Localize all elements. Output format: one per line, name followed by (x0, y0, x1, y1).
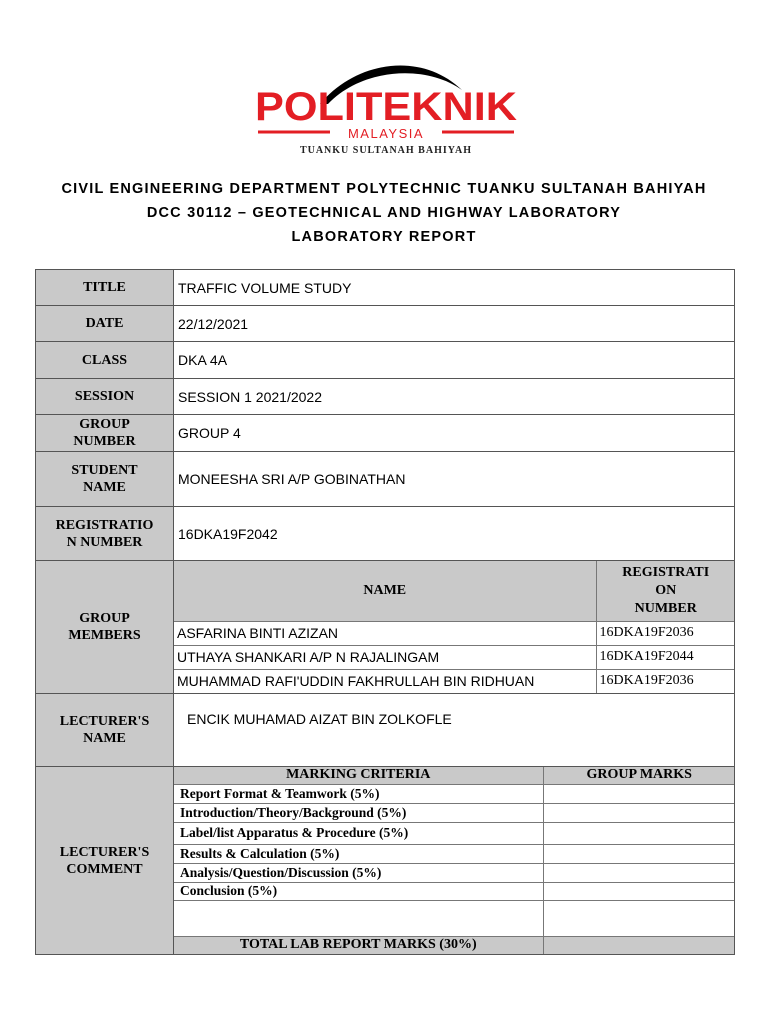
marks-input-cell[interactable] (543, 882, 735, 900)
student-name-row (36, 452, 735, 507)
title-row (36, 270, 735, 306)
criteria-row (174, 863, 735, 882)
member-reg: 16DKA19F2036 (596, 621, 735, 645)
comment-label-line2: COMMENT (66, 861, 143, 877)
group-members-row (36, 561, 735, 694)
session-label: SESSION (36, 379, 174, 415)
registration-label (36, 507, 174, 561)
group-members-label-line1: GROUP (79, 611, 130, 626)
registration-value: 16DKA19F2042 (174, 507, 735, 561)
student-name-value: MONEESHA SRI A/P GOBINATHAN (174, 452, 735, 507)
blank-marks-cell[interactable] (543, 900, 735, 936)
member-row (174, 669, 735, 693)
member-name: MUHAMMAD RAFI'UDDIN FAKHRULLAH BIN RIDHUAN (174, 669, 596, 693)
member-name: ASFARINA BINTI AZIZAN (174, 621, 596, 645)
comment-label-line1: LECTURER'S (59, 844, 150, 860)
date-value: 22/12/2021 (174, 306, 735, 342)
report-cover-table (35, 269, 735, 955)
criteria-label: Label/list Apparatus & Procedure (5%) (174, 822, 543, 844)
marks-input-cell[interactable] (543, 844, 735, 863)
member-reg-header-line2: ON (655, 582, 677, 598)
group-members-label (36, 561, 174, 694)
total-marks-cell[interactable] (543, 936, 735, 954)
group-number-row (36, 415, 735, 452)
criteria-header: MARKING CRITERIA (174, 767, 543, 784)
total-label: TOTAL LAB REPORT MARKS (30%) (174, 936, 543, 954)
date-row (36, 306, 735, 342)
total-row (174, 936, 735, 954)
student-name-label (36, 452, 174, 507)
politeknik-logo (250, 52, 522, 162)
marking-table (174, 767, 735, 954)
logo-campus: TUANKU SULTANAH BAHIYAH (299, 145, 473, 156)
class-value: DKA 4A (174, 342, 735, 379)
group-members-table (174, 561, 735, 693)
lecturer-label-line1: LECTURER'S (59, 714, 150, 729)
group-number-label-line2: NUMBER (73, 434, 136, 449)
group-number-value: GROUP 4 (174, 415, 735, 452)
group-number-label (36, 415, 174, 452)
criteria-label: Report Format & Teamwork (5%) (174, 784, 543, 803)
member-name: UTHAYA SHANKARI A/P N RAJALINGAM (174, 645, 596, 669)
session-row (36, 379, 735, 415)
group-number-label-line1: GROUP (79, 417, 130, 432)
blank-row (174, 900, 735, 936)
criteria-label: Analysis/Question/Discussion (5%) (174, 863, 543, 882)
student-name-label-line2: NAME (83, 480, 126, 495)
members-header-row (174, 561, 735, 621)
marks-input-cell[interactable] (543, 863, 735, 882)
criteria-row (174, 882, 735, 900)
group-members-cell (174, 561, 735, 694)
criteria-label: Conclusion (5%) (174, 882, 543, 900)
heading-course: DCC 30112 – GEOTECHNICAL AND HIGHWAY LABORATORY (146, 205, 622, 221)
comment-row (36, 767, 735, 955)
registration-label-line2: N NUMBER (66, 534, 143, 550)
logo-wordmark: POLITEKNIK (255, 85, 518, 129)
lecturer-row (36, 694, 735, 767)
heading-report: LABORATORY REPORT (291, 229, 477, 245)
criteria-row (174, 803, 735, 822)
marks-input-cell[interactable] (543, 822, 735, 844)
criteria-row (174, 822, 735, 844)
criteria-label: Introduction/Theory/Background (5%) (174, 803, 543, 822)
member-reg-header-line3: NUMBER (634, 600, 697, 616)
heading-department: CIVIL ENGINEERING DEPARTMENT POLYTECHNIC TUANKU SULTANAH BAHIYAH (61, 181, 707, 197)
member-reg: 16DKA19F2036 (596, 669, 735, 693)
criteria-row (174, 784, 735, 803)
comment-label (36, 767, 174, 955)
class-label: CLASS (36, 342, 174, 379)
class-row (36, 342, 735, 379)
member-reg: 16DKA19F2044 (596, 645, 735, 669)
member-reg-header-line1: REGISTRATI (622, 564, 710, 580)
lecturer-label (36, 694, 174, 767)
student-name-label-line1: STUDENT (71, 463, 138, 478)
session-value: SESSION 1 2021/2022 (174, 379, 735, 415)
member-name-header: NAME (174, 561, 596, 621)
marks-header: GROUP MARKS (543, 767, 735, 784)
blank-cell (174, 900, 543, 936)
marking-header-row (174, 767, 735, 784)
registration-row (36, 507, 735, 561)
criteria-label: Results & Calculation (5%) (174, 844, 543, 863)
date-label: DATE (36, 306, 174, 342)
title-value: TRAFFIC VOLUME STUDY (174, 270, 735, 306)
member-row (174, 621, 735, 645)
title-label: TITLE (36, 270, 174, 306)
marks-input-cell[interactable] (543, 803, 735, 822)
member-row (174, 645, 735, 669)
lecturer-label-line2: NAME (83, 731, 126, 746)
member-reg-header (596, 561, 735, 621)
criteria-row (174, 844, 735, 863)
group-members-label-line2: MEMBERS (68, 628, 141, 643)
registration-label-line1: REGISTRATIO (55, 517, 154, 533)
lecturer-value: ENCIK MUHAMAD AIZAT BIN ZOLKOFLE (174, 694, 735, 767)
logo-country: MALAYSIA (347, 126, 425, 141)
marking-cell (174, 767, 735, 955)
marks-input-cell[interactable] (543, 784, 735, 803)
